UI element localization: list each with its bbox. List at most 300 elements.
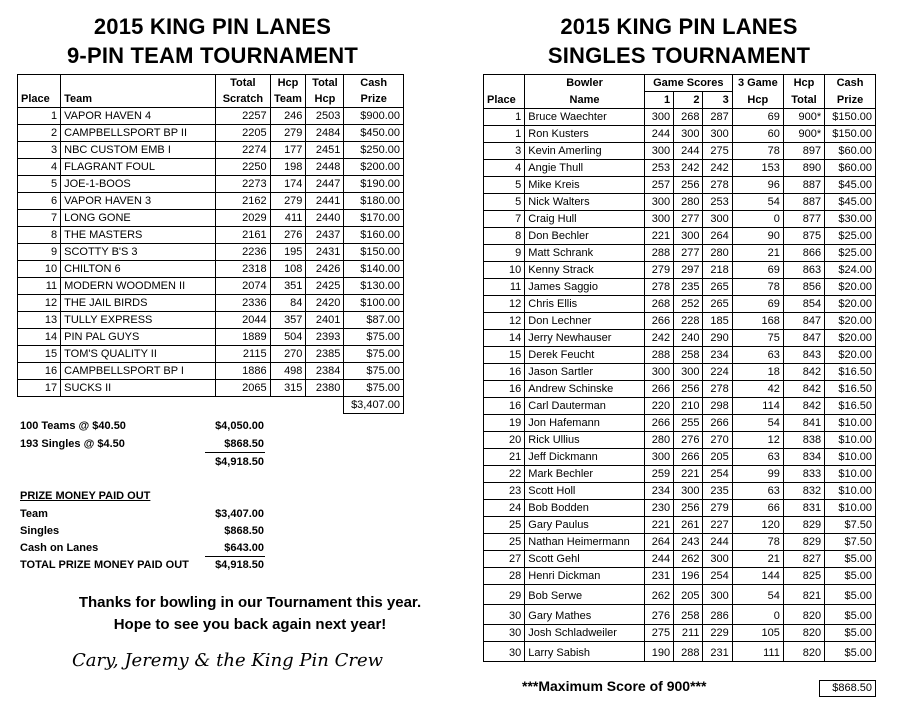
- singles-cash-prize-cell: $25.00: [825, 245, 876, 262]
- prize-paid-block: [20, 490, 270, 575]
- singles-game1-cell: 244: [644, 126, 673, 143]
- singles-three-game-hcp-cell: 69: [732, 262, 783, 279]
- singles-row: [484, 245, 876, 262]
- singles-hcp-total-cell: 866: [783, 245, 824, 262]
- singles-row: [484, 211, 876, 228]
- singles-bowler-name-cell: Jeff Dickmann: [525, 449, 645, 466]
- singles-game2-cell: 258: [674, 605, 703, 625]
- singles-three-game-hcp-cell: 69: [732, 296, 783, 313]
- singles-place-cell: 4: [484, 160, 525, 177]
- singles-hcp-total-cell: 887: [783, 194, 824, 211]
- singles-hcp-total-cell: 843: [783, 347, 824, 364]
- singles-place-cell: 30: [484, 625, 525, 642]
- singles-row: [484, 500, 876, 517]
- three-game-header: 3 Game: [732, 75, 783, 92]
- singles-place-cell: 1: [484, 126, 525, 143]
- singles-game2-cell: 277: [674, 211, 703, 228]
- singles-place-cell: 25: [484, 517, 525, 534]
- singles-row: [484, 432, 876, 449]
- singles-three-game-hcp-cell: 78: [732, 279, 783, 296]
- singles-game1-cell: 268: [644, 296, 673, 313]
- singles-row: [484, 330, 876, 347]
- singles-game2-cell: 288: [674, 642, 703, 662]
- singles-row: [484, 605, 876, 625]
- singles-three-game-hcp-cell: 99: [732, 466, 783, 483]
- singles-place-cell: 7: [484, 211, 525, 228]
- team-cash-prize-cell: $75.00: [344, 380, 404, 397]
- singles-bowler-name-cell: Nick Walters: [525, 194, 645, 211]
- singles-bowler-name-cell: Jon Hafemann: [525, 415, 645, 432]
- singles-game1-cell: 300: [644, 449, 673, 466]
- team-row: [18, 193, 404, 210]
- team-row: [18, 346, 404, 363]
- singles-three-game-hcp-cell: 105: [732, 625, 783, 642]
- team-hcp-team-cell: 276: [270, 227, 306, 244]
- team-total-scratch-cell: 2161: [216, 227, 270, 244]
- singles-game1-cell: 221: [644, 517, 673, 534]
- team-hcp-team-cell: 357: [270, 312, 306, 329]
- singles-bowler-name-cell: Craig Hull: [525, 211, 645, 228]
- singles-place-cell: 16: [484, 381, 525, 398]
- singles-game1-cell: 264: [644, 534, 673, 551]
- singles-game2-cell: 256: [674, 381, 703, 398]
- singles-row: [484, 534, 876, 551]
- singles-cash-prize-cell: $20.00: [825, 279, 876, 296]
- team-total-scratch-cell: 2250: [216, 159, 270, 176]
- bowler-header-top: Bowler: [525, 75, 645, 92]
- singles-game2-cell: 300: [674, 228, 703, 245]
- singles-game1-cell: 278: [644, 279, 673, 296]
- singles-game2-cell: 268: [674, 109, 703, 126]
- singles-place-cell: 28: [484, 568, 525, 585]
- singles-game2-cell: 255: [674, 415, 703, 432]
- team-hcp-team-cell: 108: [270, 261, 306, 278]
- team-place-cell: 12: [18, 295, 61, 312]
- singles-row: [484, 642, 876, 662]
- total-hcp-header: Hcp: [306, 91, 344, 108]
- team-place-cell: 13: [18, 312, 61, 329]
- singles-cash-prize-cell: $10.00: [825, 432, 876, 449]
- team-cash-prize-cell: $180.00: [344, 193, 404, 210]
- singles-three-game-hcp-cell: 114: [732, 398, 783, 415]
- singles-bowler-name-cell: Chris Ellis: [525, 296, 645, 313]
- team-total-scratch-cell: 2029: [216, 210, 270, 227]
- singles-cash-prize-cell: $20.00: [825, 347, 876, 364]
- singles-place-cell: 12: [484, 296, 525, 313]
- singles-game3-cell: 266: [703, 415, 732, 432]
- singles-three-game-hcp-cell: 111: [732, 642, 783, 662]
- team-place-cell: 15: [18, 346, 61, 363]
- team-hcp-team-cell: 84: [270, 295, 306, 312]
- singles-three-game-hcp-cell: 21: [732, 551, 783, 568]
- singles-three-game-hcp-cell: 168: [732, 313, 783, 330]
- team-total-hcp-cell: 2451: [306, 142, 344, 159]
- singles-hcp-total-cell: 832: [783, 483, 824, 500]
- singles-bowler-name-cell: James Saggio: [525, 279, 645, 296]
- singles-game2-cell: 256: [674, 500, 703, 517]
- team-total-hcp-cell: 2440: [306, 210, 344, 227]
- team-cash-prize-cell: $170.00: [344, 210, 404, 227]
- singles-row: [484, 551, 876, 568]
- team-row: [18, 210, 404, 227]
- singles-bowler-name-cell: Jerry Newhauser: [525, 330, 645, 347]
- singles-game2-cell: 297: [674, 262, 703, 279]
- team-row: [18, 244, 404, 261]
- singles-three-game-hcp-cell: 0: [732, 605, 783, 625]
- singles-row: [484, 347, 876, 364]
- singles-game2-cell: 205: [674, 585, 703, 605]
- singles-place-header-top: [484, 75, 525, 92]
- paid-lanes-value: $643.00: [224, 542, 264, 554]
- singles-hcp-total-cell: 834: [783, 449, 824, 466]
- singles-row: [484, 143, 876, 160]
- team-row: [18, 295, 404, 312]
- singles-cash-prize-cell: $5.00: [825, 585, 876, 605]
- singles-game1-cell: 279: [644, 262, 673, 279]
- singles-game2-cell: 221: [674, 466, 703, 483]
- game3-header: 3: [703, 92, 732, 109]
- singles-game1-cell: 234: [644, 483, 673, 500]
- singles-place-cell: 16: [484, 364, 525, 381]
- singles-cash-prize-cell: $16.50: [825, 381, 876, 398]
- singles-row: [484, 585, 876, 605]
- team-hcp-team-cell: 315: [270, 380, 306, 397]
- singles-row: [484, 262, 876, 279]
- singles-row: [484, 483, 876, 500]
- singles-game1-cell: 288: [644, 347, 673, 364]
- singles-game3-cell: 287: [703, 109, 732, 126]
- singles-bowler-name-cell: Nathan Heimermann: [525, 534, 645, 551]
- team-cash-prize-cell: $100.00: [344, 295, 404, 312]
- singles-three-game-hcp-cell: 96: [732, 177, 783, 194]
- singles-place-cell: 5: [484, 194, 525, 211]
- singles-game1-cell: 266: [644, 415, 673, 432]
- singles-hcp-total-cell: 887: [783, 177, 824, 194]
- singles-hcp-total-cell: 842: [783, 381, 824, 398]
- team-hcp-team-cell: 198: [270, 159, 306, 176]
- singles-game1-cell: 253: [644, 160, 673, 177]
- singles-hcp-total-cell: 856: [783, 279, 824, 296]
- cash-prize-header: Prize: [344, 91, 404, 108]
- singles-row: [484, 313, 876, 330]
- team-cash-prize-cell: $75.00: [344, 329, 404, 346]
- singles-game3-cell: 280: [703, 245, 732, 262]
- hcp-total-header-top: Hcp: [783, 75, 824, 92]
- singles-hcp-total-cell: 829: [783, 534, 824, 551]
- singles-place-cell: 15: [484, 347, 525, 364]
- team-team-name-cell: CHILTON 6: [61, 261, 216, 278]
- singles-three-game-hcp-cell: 78: [732, 143, 783, 160]
- hcp-team-header: Team: [270, 91, 306, 108]
- paid-team-value: $3,407.00: [215, 508, 264, 520]
- singles-game1-cell: 231: [644, 568, 673, 585]
- singles-place-cell: 5: [484, 177, 525, 194]
- team-cash-prize-cell: $160.00: [344, 227, 404, 244]
- team-row: [18, 312, 404, 329]
- team-row: [18, 278, 404, 295]
- singles-hcp-total-cell: 827: [783, 551, 824, 568]
- team-cash-prize-cell: $190.00: [344, 176, 404, 193]
- singles-game2-cell: 262: [674, 551, 703, 568]
- singles-place-cell: 21: [484, 449, 525, 466]
- singles-cash-prize-cell: $25.00: [825, 228, 876, 245]
- singles-row: [484, 194, 876, 211]
- singles-row: [484, 398, 876, 415]
- team-place-cell: 17: [18, 380, 61, 397]
- singles-three-game-hcp-cell: 90: [732, 228, 783, 245]
- team-total-scratch-cell: 2162: [216, 193, 270, 210]
- singles-bowler-name-cell: Jason Sartler: [525, 364, 645, 381]
- singles-row: [484, 296, 876, 313]
- singles-game3-cell: 270: [703, 432, 732, 449]
- singles-cash-prize-cell: $5.00: [825, 605, 876, 625]
- singles-row: [484, 279, 876, 296]
- singles-game3-cell: 300: [703, 585, 732, 605]
- singles-three-game-hcp-cell: 0: [732, 211, 783, 228]
- singles-game1-cell: 220: [644, 398, 673, 415]
- team-place-cell: 11: [18, 278, 61, 295]
- singles-bowler-name-cell: Don Bechler: [525, 228, 645, 245]
- singles-place-header: Place: [484, 92, 525, 109]
- team-hcp-team-cell: 195: [270, 244, 306, 261]
- team-place-cell: 1: [18, 108, 61, 125]
- singles-hcp-total-cell: 890: [783, 160, 824, 177]
- singles-game3-cell: 278: [703, 177, 732, 194]
- team-total-scratch-cell: 2274: [216, 142, 270, 159]
- singles-game3-cell: 253: [703, 194, 732, 211]
- singles-game2-cell: 244: [674, 143, 703, 160]
- singles-three-game-hcp-cell: 78: [732, 534, 783, 551]
- singles-cash-header: Prize: [825, 92, 876, 109]
- singles-cash-prize-cell: $16.50: [825, 398, 876, 415]
- team-total-scratch-cell: 1889: [216, 329, 270, 346]
- singles-place-cell: 8: [484, 228, 525, 245]
- team-total-scratch-cell: 2318: [216, 261, 270, 278]
- team-total-hcp-cell: 2384: [306, 363, 344, 380]
- singles-game1-cell: 300: [644, 364, 673, 381]
- singles-game1-cell: 262: [644, 585, 673, 605]
- singles-cash-prize-cell: $60.00: [825, 160, 876, 177]
- singles-cash-prize-cell: $10.00: [825, 500, 876, 517]
- team-cash-prize-cell: $250.00: [344, 142, 404, 159]
- team-team-name-cell: MODERN WOODMEN II: [61, 278, 216, 295]
- singles-hcp-total-cell: 833: [783, 466, 824, 483]
- singles-cash-prize-cell: $24.00: [825, 262, 876, 279]
- singles-hcp-total-cell: 900*: [783, 126, 824, 143]
- singles-hcp-total-cell: 821: [783, 585, 824, 605]
- singles-row: [484, 228, 876, 245]
- singles-place-cell: 19: [484, 415, 525, 432]
- singles-place-cell: 22: [484, 466, 525, 483]
- singles-game3-cell: 290: [703, 330, 732, 347]
- team-team-name-cell: VAPOR HAVEN 3: [61, 193, 216, 210]
- singles-place-cell: 9: [484, 245, 525, 262]
- singles-cash-prize-cell: $20.00: [825, 313, 876, 330]
- singles-game1-cell: 221: [644, 228, 673, 245]
- paid-total-value: $4,918.50: [215, 559, 264, 571]
- team-total-scratch-cell: 2336: [216, 295, 270, 312]
- place-header: Place: [18, 91, 61, 108]
- team-hcp-team-cell: 246: [270, 108, 306, 125]
- singles-place-cell: 29: [484, 585, 525, 605]
- singles-bowler-name-cell: Gary Paulus: [525, 517, 645, 534]
- team-place-cell: 3: [18, 142, 61, 159]
- team-prize-total: $3,407.00: [344, 397, 404, 414]
- singles-game3-cell: 300: [703, 126, 732, 143]
- singles-hcp-total-cell: 847: [783, 330, 824, 347]
- singles-game2-cell: 242: [674, 160, 703, 177]
- singles-bowler-name-cell: Bruce Waechter: [525, 109, 645, 126]
- team-total-hcp-cell: 2380: [306, 380, 344, 397]
- singles-cash-prize-cell: $7.50: [825, 517, 876, 534]
- team-row: [18, 227, 404, 244]
- singles-three-game-hcp-cell: 54: [732, 415, 783, 432]
- thank-you-line1: Thanks for bowling in our Tournament this year.: [78, 594, 422, 611]
- team-total-scratch-cell: 2273: [216, 176, 270, 193]
- paid-sum-rule: [205, 556, 265, 557]
- team-place-cell: 9: [18, 244, 61, 261]
- team-row: [18, 159, 404, 176]
- team-hcp-team-cell: 498: [270, 363, 306, 380]
- team-hcp-team-cell: 270: [270, 346, 306, 363]
- singles-cash-prize-cell: $150.00: [825, 109, 876, 126]
- singles-three-game-hcp-cell: 69: [732, 109, 783, 126]
- singles-bowler-name-cell: Carl Dauterman: [525, 398, 645, 415]
- team-results-table: [17, 74, 404, 414]
- singles-game3-cell: 300: [703, 211, 732, 228]
- team-place-cell: 16: [18, 363, 61, 380]
- singles-row: [484, 109, 876, 126]
- singles-game3-cell: 218: [703, 262, 732, 279]
- singles-bowler-name-cell: Scott Holl: [525, 483, 645, 500]
- singles-place-cell: 14: [484, 330, 525, 347]
- team-total-scratch-cell: 2205: [216, 125, 270, 142]
- singles-cash-prize-cell: $60.00: [825, 143, 876, 160]
- team-team-name-cell: FLAGRANT FOUL: [61, 159, 216, 176]
- team-cash-prize-cell: $900.00: [344, 108, 404, 125]
- singles-place-cell: 1: [484, 109, 525, 126]
- singles-row: [484, 160, 876, 177]
- singles-row: [484, 625, 876, 642]
- singles-hcp-total-cell: 877: [783, 211, 824, 228]
- entry-fees-block: [20, 420, 270, 470]
- singles-game1-cell: 280: [644, 432, 673, 449]
- singles-bowler-name-cell: Ron Kusters: [525, 126, 645, 143]
- singles-row: [484, 415, 876, 432]
- game2-header: 2: [674, 92, 703, 109]
- signature: Cary, Jeremy & the King Pin Crew: [72, 650, 384, 671]
- singles-cash-prize-cell: $20.00: [825, 330, 876, 347]
- prize-paid-heading: PRIZE MONEY PAID OUT: [20, 490, 151, 502]
- singles-hcp-total-cell: 900*: [783, 109, 824, 126]
- singles-cash-prize-cell: $10.00: [825, 466, 876, 483]
- team-place-cell: 6: [18, 193, 61, 210]
- singles-game3-cell: 286: [703, 605, 732, 625]
- singles-game1-cell: 190: [644, 642, 673, 662]
- team-team-name-cell: PIN PAL GUYS: [61, 329, 216, 346]
- singles-cash-prize-cell: $30.00: [825, 211, 876, 228]
- singles-row: [484, 449, 876, 466]
- singles-game2-cell: 300: [674, 126, 703, 143]
- singles-bowler-name-cell: Andrew Schinske: [525, 381, 645, 398]
- singles-bowler-name-cell: Scott Gehl: [525, 551, 645, 568]
- team-place-cell: 14: [18, 329, 61, 346]
- singles-game1-cell: 288: [644, 245, 673, 262]
- singles-game1-cell: 300: [644, 109, 673, 126]
- team-hcp-team-cell: 279: [270, 125, 306, 142]
- singles-game3-cell: 235: [703, 483, 732, 500]
- team-place-cell: 10: [18, 261, 61, 278]
- singles-game2-cell: 252: [674, 296, 703, 313]
- thank-you-message: [20, 592, 480, 636]
- team-place-cell: 2: [18, 125, 61, 142]
- singles-game2-cell: 211: [674, 625, 703, 642]
- singles-game3-cell: 298: [703, 398, 732, 415]
- singles-game1-cell: 300: [644, 194, 673, 211]
- singles-cash-prize-cell: $5.00: [825, 551, 876, 568]
- singles-cash-header-top: Cash: [825, 75, 876, 92]
- singles-row: [484, 568, 876, 585]
- singles-place-cell: 10: [484, 262, 525, 279]
- singles-three-game-hcp-cell: 21: [732, 245, 783, 262]
- singles-cash-prize-cell: $5.00: [825, 642, 876, 662]
- team-total-hcp-cell: 2503: [306, 108, 344, 125]
- singles-game3-cell: 227: [703, 517, 732, 534]
- team-team-name-cell: CAMPBELLSPORT BP II: [61, 125, 216, 142]
- team-total-scratch-cell: 2044: [216, 312, 270, 329]
- singles-bowler-name-cell: Derek Feucht: [525, 347, 645, 364]
- singles-game2-cell: 280: [674, 194, 703, 211]
- team-total-hcp-cell: 2426: [306, 261, 344, 278]
- team-team-name-cell: THE MASTERS: [61, 227, 216, 244]
- singles-game3-cell: 224: [703, 364, 732, 381]
- team-cash-prize-cell: $200.00: [344, 159, 404, 176]
- team-row: [18, 329, 404, 346]
- team-total-hcp-cell: 2448: [306, 159, 344, 176]
- hcp-total-header: Total: [783, 92, 824, 109]
- team-team-name-cell: CAMPBELLSPORT BP I: [61, 363, 216, 380]
- team-row: [18, 363, 404, 380]
- singles-game3-cell: 231: [703, 642, 732, 662]
- team-team-name-cell: TOM'S QUALITY II: [61, 346, 216, 363]
- singles-entry-value: $868.50: [224, 438, 264, 450]
- singles-hcp-total-cell: 842: [783, 364, 824, 381]
- singles-hcp-total-cell: 875: [783, 228, 824, 245]
- singles-place-cell: 12: [484, 313, 525, 330]
- singles-game2-cell: 277: [674, 245, 703, 262]
- team-total-scratch-cell: 2074: [216, 278, 270, 295]
- singles-game1-cell: 300: [644, 211, 673, 228]
- team-hcp-team-cell: 351: [270, 278, 306, 295]
- singles-three-game-hcp-cell: 63: [732, 347, 783, 364]
- singles-game3-cell: 278: [703, 381, 732, 398]
- team-total-hcp-cell: 2401: [306, 312, 344, 329]
- singles-hcp-total-cell: 897: [783, 143, 824, 160]
- team-total-hcp-cell: 2393: [306, 329, 344, 346]
- team-team-name-cell: VAPOR HAVEN 4: [61, 108, 216, 125]
- team-row: [18, 176, 404, 193]
- team-total-scratch-cell: 2257: [216, 108, 270, 125]
- team-total-hcp-cell: 2441: [306, 193, 344, 210]
- singles-hcp-total-cell: 831: [783, 500, 824, 517]
- singles-cash-prize-cell: $45.00: [825, 177, 876, 194]
- singles-three-game-hcp-cell: 12: [732, 432, 783, 449]
- singles-cash-prize-cell: $45.00: [825, 194, 876, 211]
- singles-three-game-hcp-cell: 153: [732, 160, 783, 177]
- singles-bowler-name-cell: Angie Thull: [525, 160, 645, 177]
- singles-game1-cell: 300: [644, 143, 673, 160]
- team-team-name-cell: JOE-1-BOOS: [61, 176, 216, 193]
